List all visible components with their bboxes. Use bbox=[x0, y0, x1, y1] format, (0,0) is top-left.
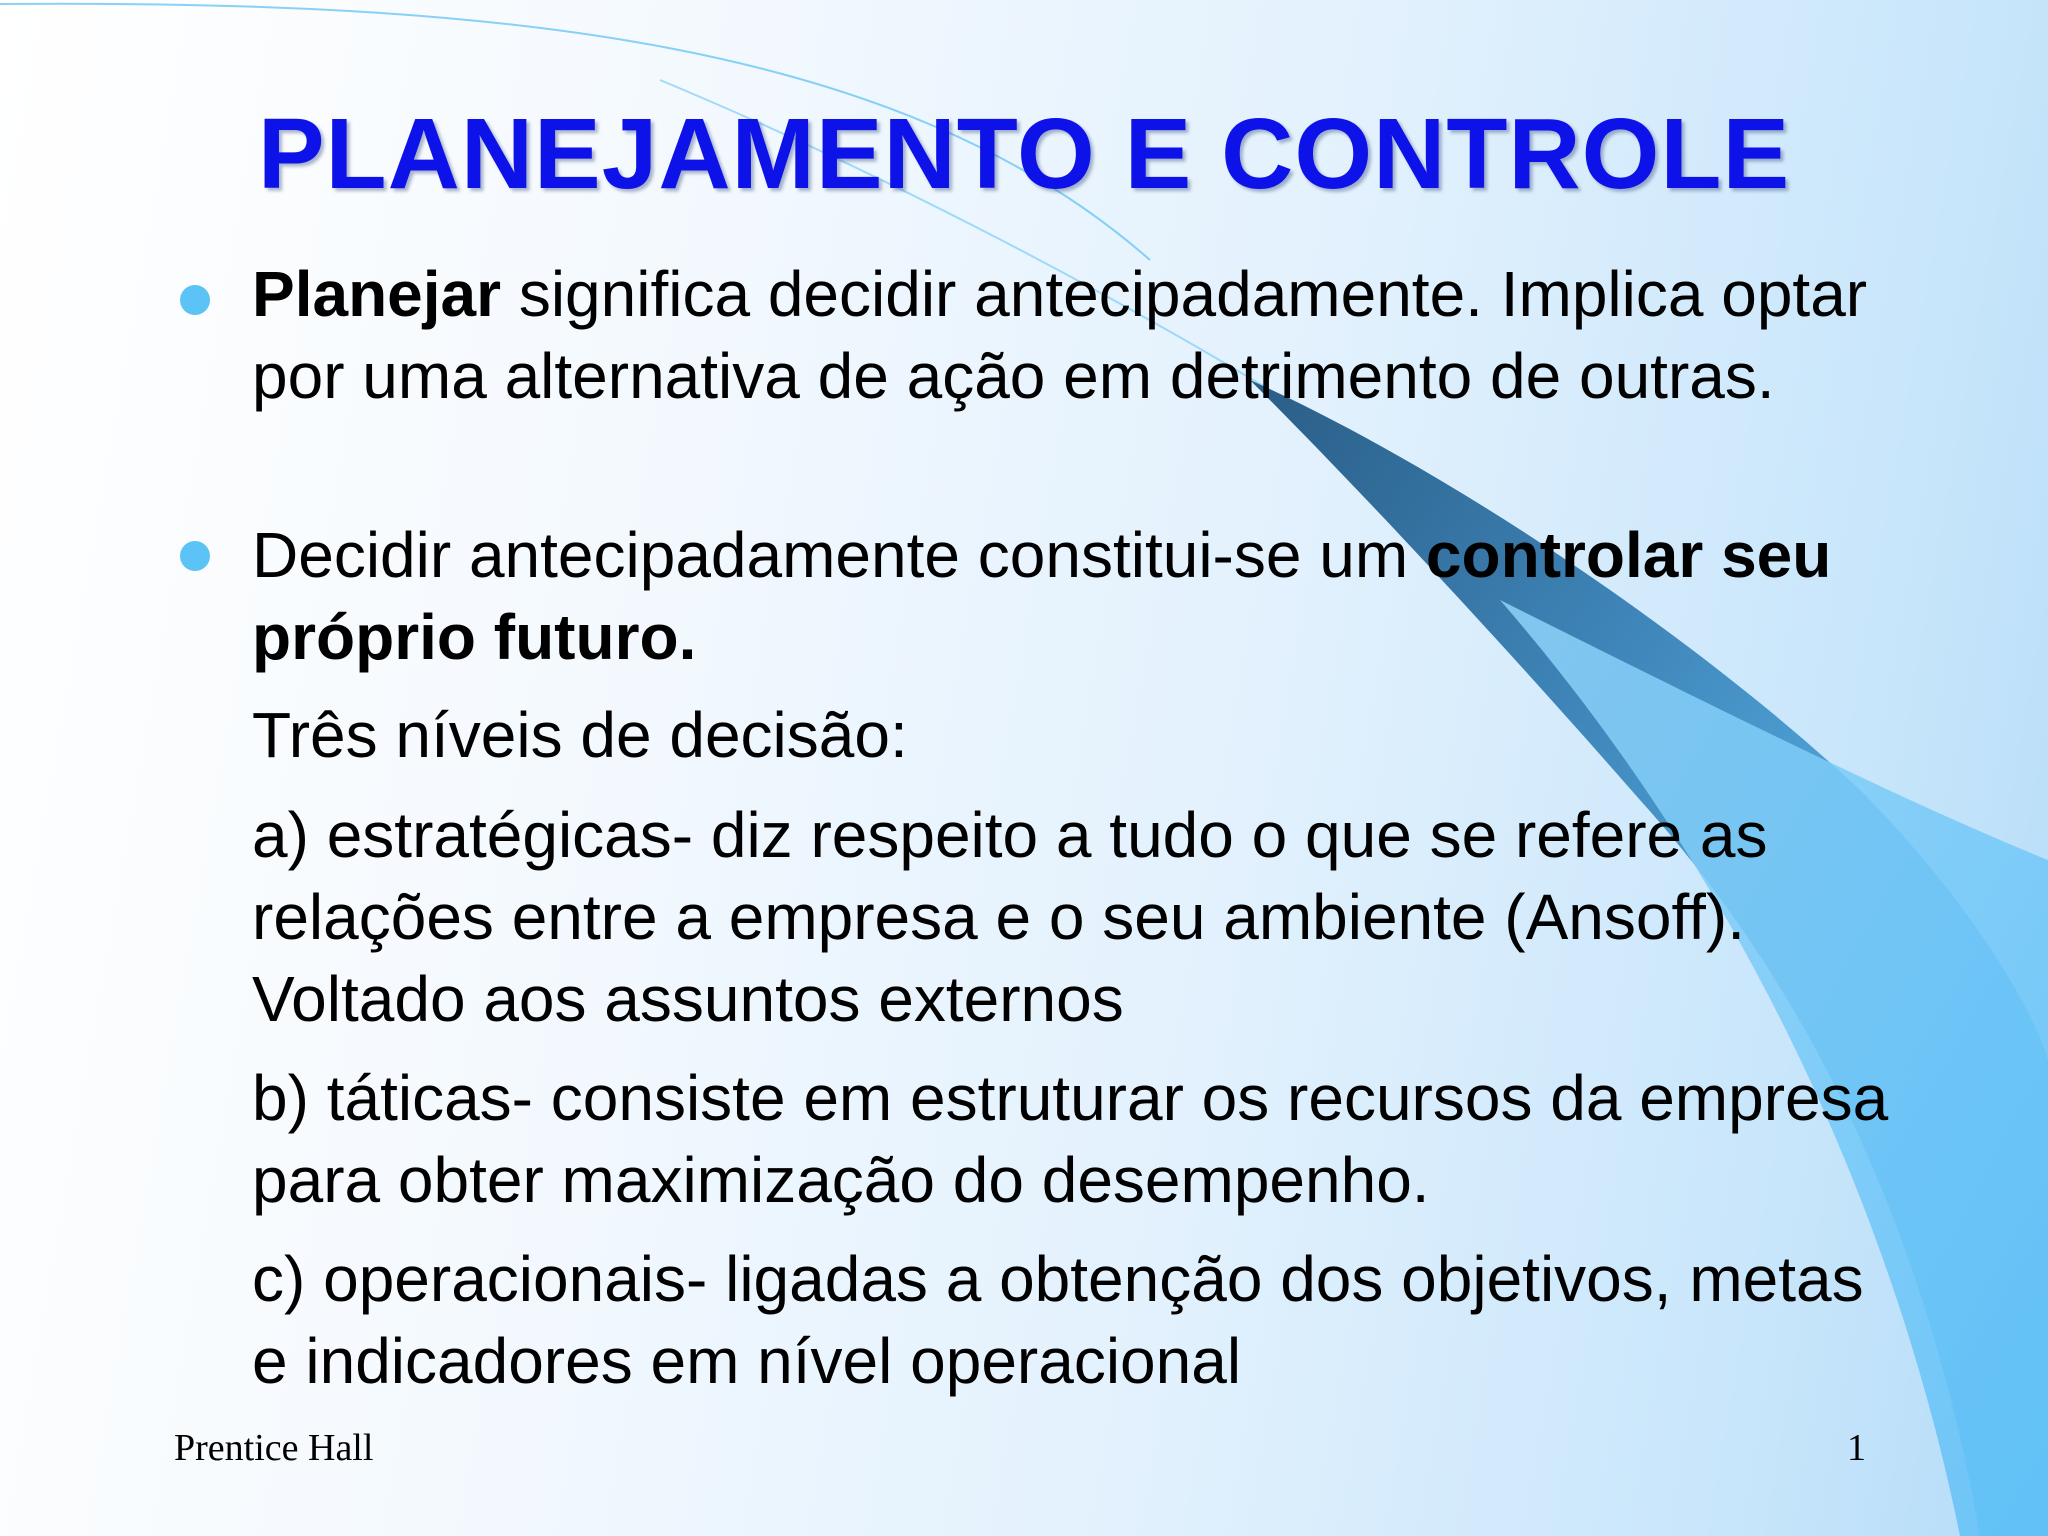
slide-title: PLANEJAMENTO E CONTROLE bbox=[257, 98, 1791, 210]
bullet-planejar bbox=[252, 253, 1912, 417]
bullet-dot-icon bbox=[180, 541, 210, 571]
levels-intro: Três níveis de decisão: bbox=[252, 699, 908, 771]
bullet-decidir-bold: controlar seu próprio futuro. bbox=[252, 519, 1832, 673]
footer-page-number: 1 bbox=[1847, 1427, 1866, 1469]
bullet-planejar-bold: Planejar bbox=[252, 258, 502, 330]
bullet-decidir-text: Decidir antecipadamente constitui-se um bbox=[252, 519, 1426, 591]
bullet-planejar-text: significa decidir antecipadamente. Implica optar por uma alternativa de ação em detrimento de outras. bbox=[252, 258, 1868, 412]
level-c-operational: c) operacionais- ligadas a obtenção dos objetivos, metas e indicadores em nível operacional bbox=[252, 1243, 1864, 1397]
footer-publisher: Prentice Hall bbox=[174, 1427, 374, 1469]
bullet-dot-icon bbox=[180, 285, 210, 315]
level-a-strategic: a) estratégicas- diz respeito a tudo o que se refere as relações entre a empresa e o seu ambiente (Ansoff). Voltado aos assuntos externos bbox=[252, 799, 1768, 1035]
level-b-tactical: b) táticas- consiste em estruturar os recursos da empresa para obter maximização do desempenho. bbox=[252, 1062, 1889, 1216]
bullet-decidir bbox=[252, 514, 1912, 678]
